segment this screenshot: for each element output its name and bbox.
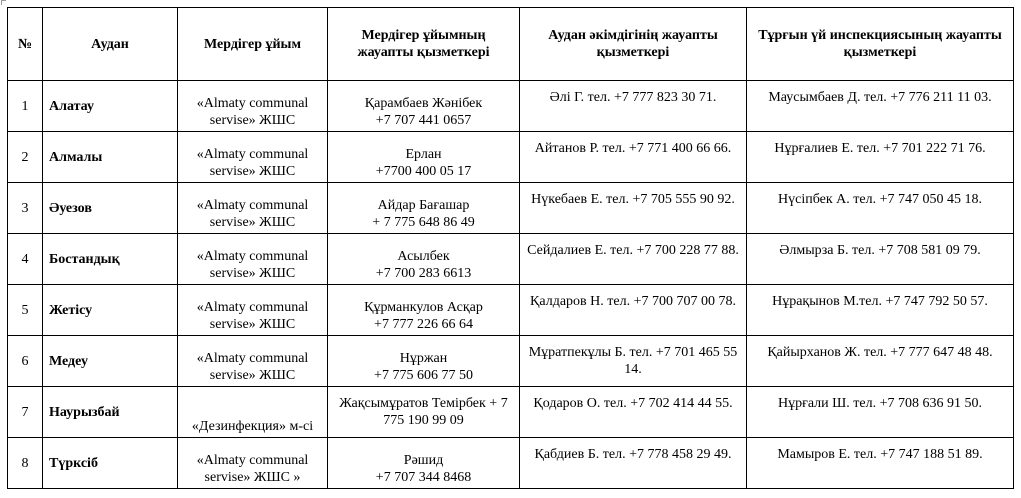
inspection-contact: Нұрғали Ш. тел. +7 708 636 91 50. (747, 387, 1014, 438)
header-row (8, 8, 1014, 81)
contact-name: Айдар Бағашар (377, 198, 470, 213)
akimat-contact: Айтанов Р. тел. +7 771 400 66 66. (520, 132, 747, 183)
district-name: Әуезов (43, 183, 178, 234)
contractor-org (178, 438, 328, 489)
inspection-contact: Нұрақынов М.тел. +7 747 792 50 57. (747, 285, 1014, 336)
table-row (8, 336, 1014, 387)
akimat-contact: Мұратпекұлы Б. тел. +7 701 465 55 14. (520, 336, 747, 387)
row-number: 6 (8, 336, 43, 387)
row-number: 3 (8, 183, 43, 234)
org-line-2: servise» ЖШС » (204, 470, 301, 485)
table-row (8, 438, 1014, 489)
akimat-contact: Қодаров О. тел. +7 702 414 44 55. (520, 387, 747, 438)
contractor-contact (328, 438, 520, 489)
contact-phone: +7 707 441 0657 (375, 113, 472, 128)
district-name: Бостандық (43, 234, 178, 285)
akimat-contact: Нүкебаев Е. тел. +7 705 555 90 92. (520, 183, 747, 234)
inspection-contact: Қайырханов Ж. тел. +7 777 647 48 48. (747, 336, 1014, 387)
akimat-contact: Әлі Г. тел. +7 777 823 30 71. (520, 81, 747, 132)
contractor-contact (328, 234, 520, 285)
table-row (8, 81, 1014, 132)
table-row (8, 285, 1014, 336)
header-akim: Аудан әкімдігінің жауапты қызметкері (520, 8, 747, 81)
district-name: Медеу (43, 336, 178, 387)
contact-name: Қарамбаев Жәнібек (364, 96, 483, 111)
table-row (8, 234, 1014, 285)
org-line-2: servise» ЖШС (209, 317, 296, 332)
corner-mark (1, 0, 6, 5)
org-line-1: «Almaty communal (196, 453, 309, 468)
header-inspection: Тұрғын үй инспекциясының жауапты қызметкері (747, 8, 1014, 81)
contact-name: Асылбек (397, 249, 450, 264)
row-number: 4 (8, 234, 43, 285)
contact-phone: +7 700 283 6613 (375, 266, 472, 281)
org-line-1: «Almaty communal (196, 96, 309, 111)
org-line-2: servise» ЖШС (209, 368, 296, 383)
org-line-1: «Almaty communal (196, 351, 309, 366)
district-name: Түрксіб (43, 438, 178, 489)
row-number: 8 (8, 438, 43, 489)
contractor-contact (328, 81, 520, 132)
header-contact: Мердігер ұйымның жауапты қызметкері (328, 8, 520, 81)
header-num: № (8, 8, 43, 81)
row-number: 7 (8, 387, 43, 438)
org-line-1: «Almaty communal (196, 249, 309, 264)
org-line-1: «Дезинфекция» м-сі (191, 419, 314, 434)
row-number: 2 (8, 132, 43, 183)
contact-phone: +7 707 344 8468 (375, 470, 472, 485)
district-name: Алмалы (43, 132, 178, 183)
header-district: Аудан (43, 8, 178, 81)
contractor-contact (328, 336, 520, 387)
row-number: 1 (8, 81, 43, 132)
contractor-org (178, 234, 328, 285)
org-line-2: servise» ЖШС (209, 113, 296, 128)
table-row (8, 387, 1014, 438)
contact-phone: +7 775 606 77 50 (374, 368, 473, 383)
row-number: 5 (8, 285, 43, 336)
table-row (8, 183, 1014, 234)
akimat-contact: Қалдаров Н. тел. +7 700 707 00 78. (520, 285, 747, 336)
contractor-org (178, 183, 328, 234)
contact-name: Рәшид (403, 453, 444, 468)
contractor-org (178, 81, 328, 132)
contact-phone: + 7 775 648 86 49 (372, 215, 475, 230)
inspection-contact: Мамыров Е. тел. +7 747 188 51 89. (747, 438, 1014, 489)
contact-name: Құрманкулов Асқар (364, 300, 483, 315)
org-line-1: «Almaty communal (196, 147, 309, 162)
district-name: Жетісу (43, 285, 178, 336)
contractor-org (178, 336, 328, 387)
inspection-contact: Әлмырза Б. тел. +7 708 581 09 79. (747, 234, 1014, 285)
district-name: Алатау (43, 81, 178, 132)
org-line-2: servise» ЖШС (209, 164, 296, 179)
contractor-org (178, 132, 328, 183)
contractors-table (7, 7, 1014, 489)
inspection-contact: Маусымбаев Д. тел. +7 776 211 11 03. (747, 81, 1014, 132)
akimat-contact: Сейдалиев Е. тел. +7 700 228 77 88. (520, 234, 747, 285)
contractor-contact (328, 183, 520, 234)
contractor-contact (328, 387, 520, 438)
contact-phone: +7700 400 05 17 (375, 164, 472, 179)
contractor-org (178, 387, 328, 438)
org-line-2: servise» ЖШС (209, 215, 296, 230)
contact-name: Ерлан (405, 147, 442, 162)
org-line-2: servise» ЖШС (209, 266, 296, 281)
district-name: Наурызбай (43, 387, 178, 438)
contractor-contact (328, 132, 520, 183)
table-row (8, 132, 1014, 183)
contractor-org (178, 285, 328, 336)
header-org: Мердігер ұйым (178, 8, 328, 81)
inspection-contact: Нүсіпбек А. тел. +7 747 050 45 18. (747, 183, 1014, 234)
contact-phone: +7 777 226 66 64 (374, 317, 473, 332)
contact-name: Нұржан (399, 351, 448, 366)
org-line-1: «Almaty communal (196, 300, 309, 315)
contact-name: Жақсымұратов Темірбек + 7 (339, 396, 508, 411)
inspection-contact: Нұрғалиев Е. тел. +7 701 222 71 76. (747, 132, 1014, 183)
contractor-contact (328, 285, 520, 336)
org-line-1: «Almaty communal (196, 198, 309, 213)
akimat-contact: Қабдиев Б. тел. +7 778 458 29 49. (520, 438, 747, 489)
contact-phone: 775 190 99 09 (383, 413, 464, 428)
